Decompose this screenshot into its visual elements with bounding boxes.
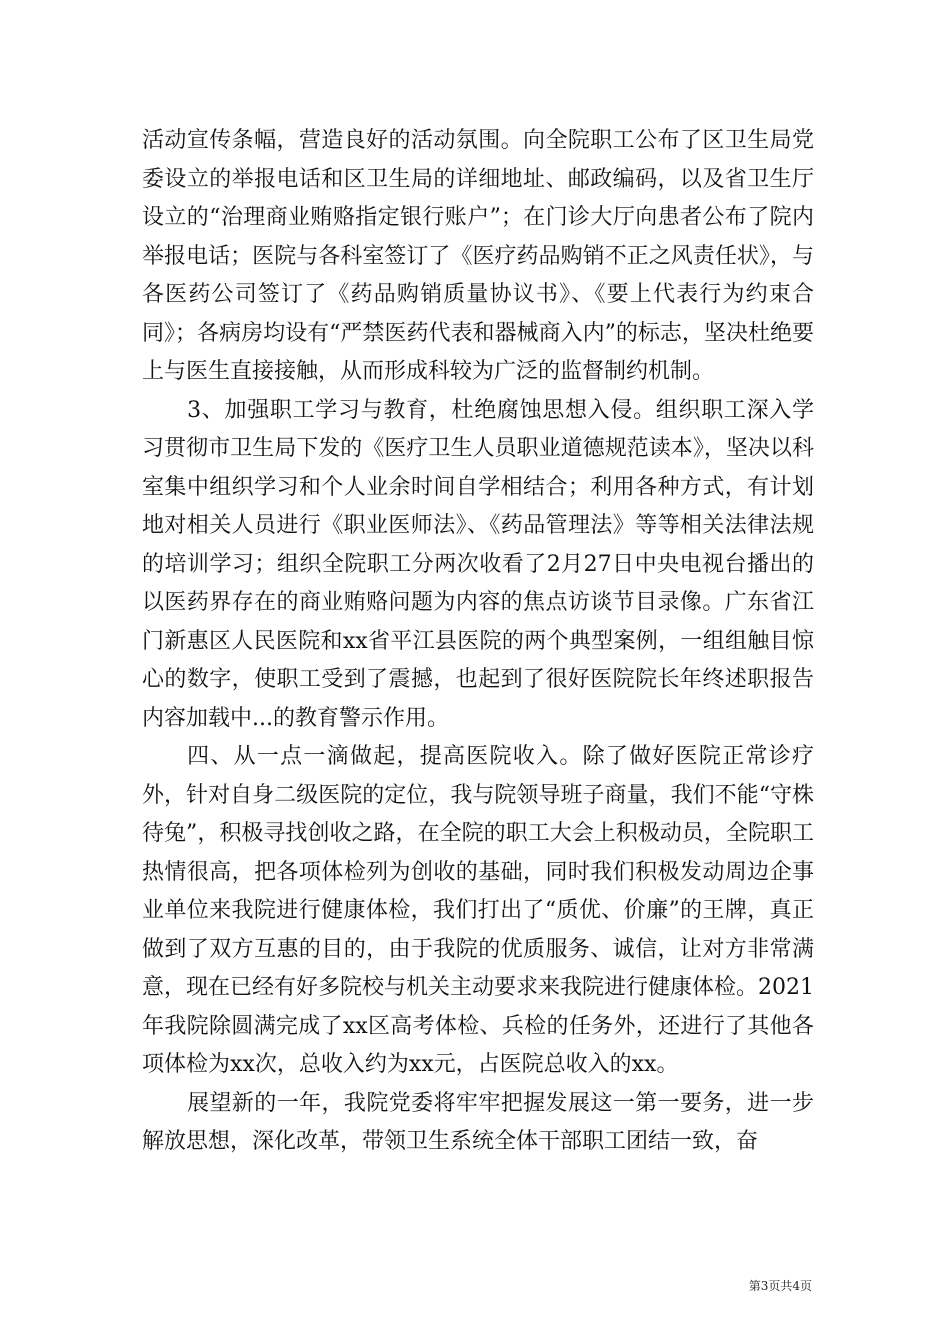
document-body <box>142 122 814 1162</box>
paragraph-section-4: 四、从一点一滴做起，提高医院收入。除了做好医院正常诊疗外，针对自身二级医院的定位，我与院领导班子商量，我们不能“守株待兔”，积极寻找创收之路，在全院的职工大会上积极动员，全院职工热情很高，把各项体检列为创收的基础，同时我们积极发动周边企事业单位来我院进行健康体检，我们打出了“质优、价廉”的王牌，真正做到了双方互惠的目的，由于我院的优质服务、诚信，让对方非常满意，现在已经有好多院校与机关主动要求来我院进行健康体检。2021年我院除圆满完成了xx区高考体检、兵检的任务外，还进行了其他各项体检为xx次，总收入约为xx元，占医院总收入的xx。 <box>142 744 814 1077</box>
paragraph-outlook: 展望新的一年，我院党委将牢牢把握发展这一第一要务，进一步解放思想，深化改革，带领卫生系统全体干部职工团结一致，奋 <box>142 1090 814 1154</box>
paragraph-continuation: 活动宣传条幅，营造良好的活动氛围。向全院职工公布了区卫生局党委设立的举报电话和区卫生局的详细地址、邮政编码，以及省卫生厅设立的“治理商业贿赂指定银行账户”；在门诊大厅向患者公布了院内举报电话；医院与各科室签订了《医疗药品购销不正之风责任状》，与各医药公司签订了《药品购销质量协议书》、《要上代表行为约束合同》；各病房均设有“严禁医药代表和器械商入内”的标志，坚决杜绝要上与医生直接接触，从而形成科较为广泛的监督制约机制。 <box>142 128 814 384</box>
paragraph-section-3: 3、加强职工学习与教育，杜绝腐蚀思想入侵。组织职工深入学习贯彻市卫生局下发的《医疗卫生人员职业道德规范读本》，坚决以科室集中组织学习和个人业余时间自学相结合；利用各种方式，有计划地对相关人员进行《职业医师法》、《药品管理法》等等相关法律法规的培训学习；组织全院职工分两次收看了2月27日中央电视台播出的以医药界存在的商业贿赂问题为内容的焦点访谈节目录像。广东省江门新惠区人民医院和xx省平江县医院的两个典型案例，一组组触目惊心的数字，使职工受到了震撼，也起到了很好医院院长年终述职报告内容加载中...的教育警示作用。 <box>142 397 814 731</box>
page-number: 第3页共4页 <box>748 1279 812 1293</box>
